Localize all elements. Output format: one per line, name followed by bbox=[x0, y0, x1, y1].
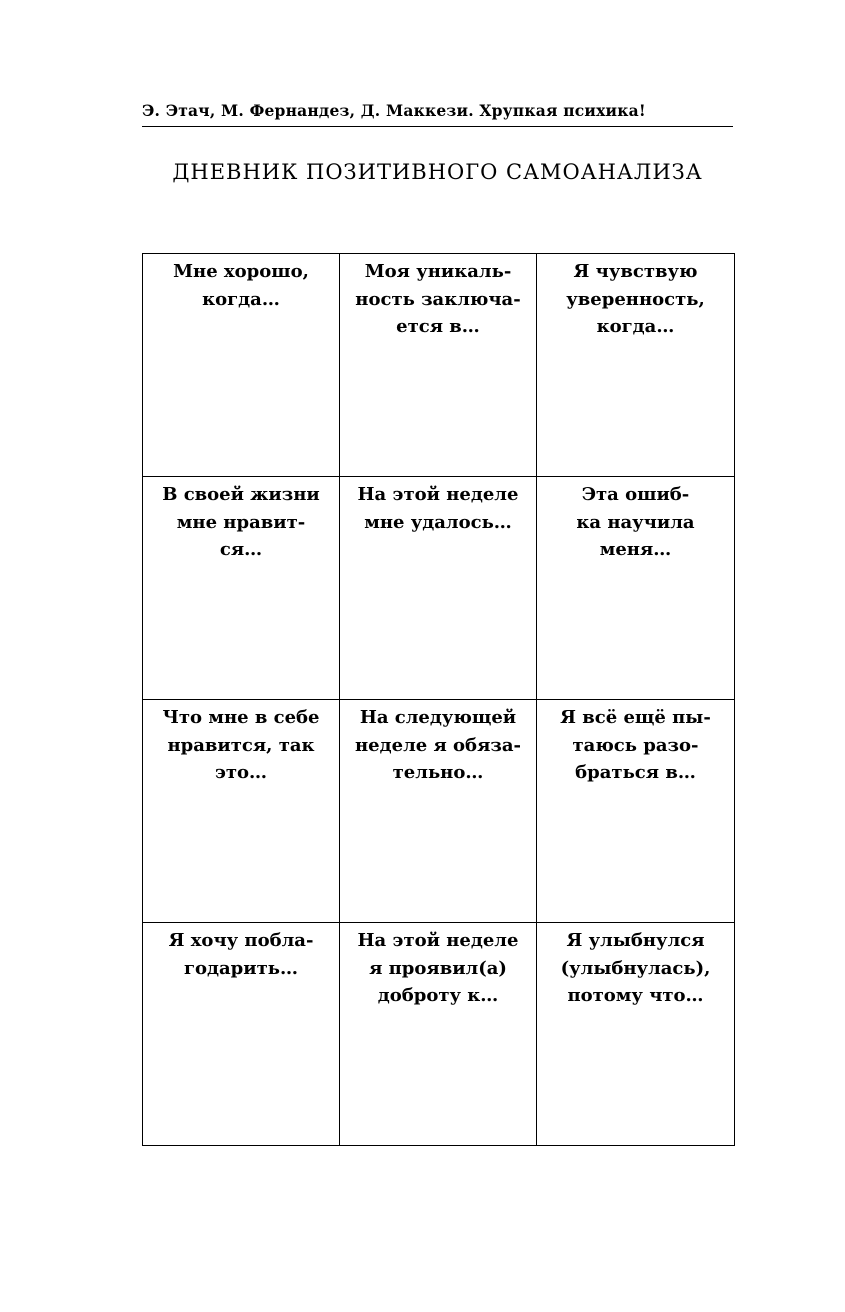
cell-prompt: Эта ошиб- ка научила меня… bbox=[576, 484, 695, 560]
cell-prompt: Я чувствую уверенность, когда… bbox=[566, 261, 705, 337]
table-row bbox=[143, 254, 735, 477]
table-cell bbox=[537, 254, 735, 477]
table-cell bbox=[143, 254, 340, 477]
cell-prompt: На этой неделе я проявил(а) доброту к… bbox=[357, 930, 519, 1006]
table-row bbox=[143, 923, 735, 1146]
table-row bbox=[143, 477, 735, 700]
table-cell bbox=[340, 923, 537, 1146]
diary-table bbox=[142, 253, 735, 1146]
cell-prompt: Я улыбнулся (улыбнулась), потому что… bbox=[560, 930, 711, 1006]
cell-prompt: В своей жизни мне нравит- ся… bbox=[162, 484, 320, 560]
table-cell bbox=[537, 700, 735, 923]
table-cell bbox=[537, 923, 735, 1146]
table-row bbox=[143, 700, 735, 923]
cell-prompt: Я хочу побла- годарить… bbox=[168, 930, 314, 979]
table-cell bbox=[143, 477, 340, 700]
header-rule bbox=[142, 126, 733, 127]
table-cell bbox=[340, 477, 537, 700]
cell-prompt: На этой неделе мне удалось… bbox=[357, 484, 519, 533]
table-cell bbox=[340, 700, 537, 923]
cell-prompt: Мне хорошо, когда… bbox=[173, 261, 309, 310]
table-cell bbox=[537, 477, 735, 700]
table-cell bbox=[143, 923, 340, 1146]
table-cell bbox=[340, 254, 537, 477]
cell-prompt: Моя уникаль- ность заключа- ется в… bbox=[355, 261, 521, 337]
cell-prompt: Я всё ещё пы- таюсь разо- браться в… bbox=[560, 707, 711, 783]
cell-prompt: Что мне в себе нравится, так это… bbox=[162, 707, 320, 783]
page-title: ДНЕВНИК ПОЗИТИВНОГО САМОАНАЛИЗА bbox=[172, 160, 703, 184]
cell-prompt: На следующей неделе я обяза- тельно… bbox=[355, 707, 521, 783]
running-header: Э. Этач, М. Фернандез, Д. Маккези. Хрупкая психика! bbox=[142, 101, 646, 120]
table-cell bbox=[143, 700, 340, 923]
